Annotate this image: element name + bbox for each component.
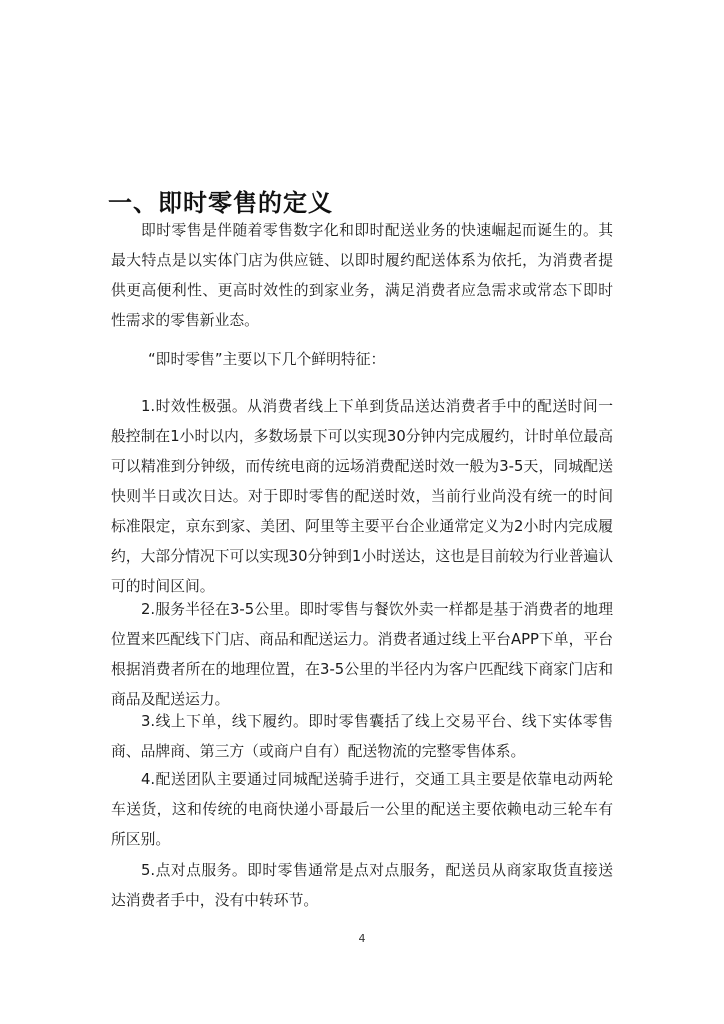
definition-paragraph: 即时零售是伴随着零售数字化和即时配送业务的快速崛起而诞生的。其最大特点是以实体门店为供应链、以即时履约配送体系为依托，为消费者提供更高便利性、更高时效性的到家业务，满足消费者应急需求或常态下即时性需求的零售新业态。 (111, 222, 613, 329)
feature-item-5: 5.点对点服务。即时零售通常是点对点服务，配送员从商家取货直接送达消费者手中，没有中转环节。 (111, 862, 613, 909)
page-number: 4 (358, 932, 366, 945)
feature-item-3: 3.线上下单，线下履约。即时零售囊括了线上交易平台、线下实体零售商、品牌商、第三方（或商户自有）配送物流的完整零售体系。 (111, 713, 613, 760)
feature-item-2: 2.服务半径在3-5公里。即时零售与餐饮外卖一样都是基于消费者的地理位置来匹配线下门店、商品和配送运力。消费者通过线上平台APP下单，平台根据消费者所在的地理位置，在3-5公里的半径内为客户匹配线下商家门店和商品及配送运力。 (111, 601, 613, 708)
feature-item-1: 1.时效性极强。从消费者线上下单到货品送达消费者手中的配送时间一般控制在1小时以内，多数场景下可以实现30分钟内完成履约，计时单位最高可以精准到分钟级，而传统电商的远场消费配送时效一般为3-5天，同城配送快则半日或次日达。对于即时零售的配送时效，当前行业尚没有统一的时间标准限定，京东到家、美团、阿里等主要平台企业通常定义为2小时内完成履约，大部分情况下可以实现30分钟到1小时送达，这也是目前较为行业普遍认可的时间区间。 (111, 398, 613, 595)
features-intro: “即时零售”主要以下几个鲜明特征： (148, 351, 386, 368)
feature-item-4: 4.配送团队主要通过同城配送骑手进行，交通工具主要是依靠电动两轮车送货，这和传统的电商快递小哥最后一公里的配送主要依赖电动三轮车有所区别。 (111, 771, 613, 848)
section-heading: 一、即时零售的定义 (108, 189, 333, 218)
